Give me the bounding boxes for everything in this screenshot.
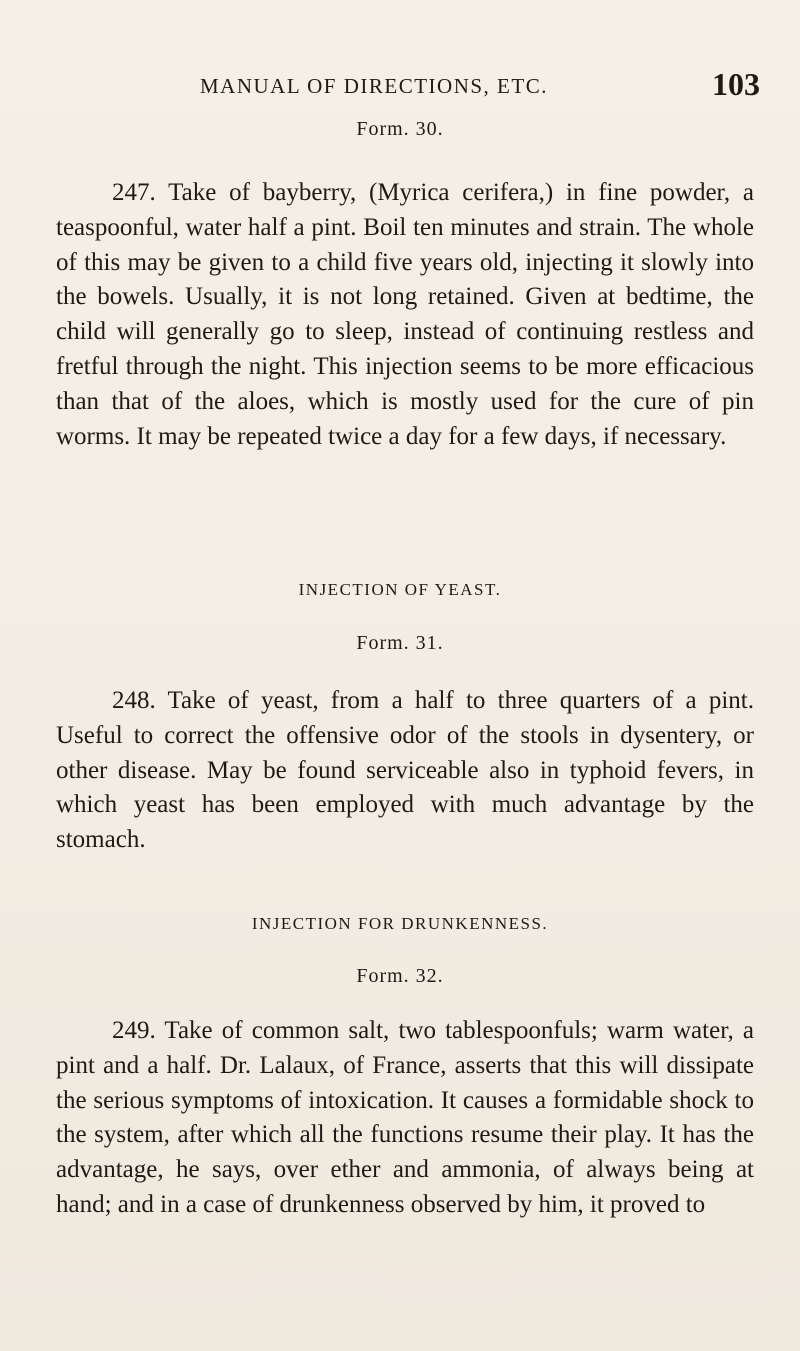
page-number: 103 xyxy=(712,66,760,102)
form-label-31: Form. 31. xyxy=(356,632,444,654)
running-head xyxy=(200,66,760,106)
paragraph-249: 249. Take of common salt, two tablespoonfuls; warm water, a pint and a half. Dr. Lalaux, of France, asserts that this will dissipate the serious symptoms of intoxication. It causes a formidable shock to the system, after which all the functions resume their play. It has the advantage, he says, over ether and ammonia, of always being at hand; and in a case of drunkenness observed by him, it proved to xyxy=(56,1017,754,1218)
heading-injection-for-drunkenness: INJECTION FOR DRUNKENNESS. xyxy=(251,914,549,933)
running-title: MANUAL OF DIRECTIONS, ETC. xyxy=(200,74,548,98)
paragraph-248: 248. Take of yeast, from a half to three quarters of a pint. Useful to correct the offensive odor of the stools in dysentery, or other disease. May be found serviceable also in typhoid fevers, in which yeast has been employed with much advantage by the stomach. xyxy=(56,687,754,854)
form-label-32: Form. 32. xyxy=(356,965,444,987)
form-label-30: Form. 30. xyxy=(356,118,444,140)
paragraph-247: 247. Take of bayberry, (Myrica cerifera,) in fine powder, a teaspoonful, water half a pint. Boil ten minutes and strain. The whole of this may be given to a child five years old, injecting it slowly into the bowels. Usually, it is not long retained. Given at bedtime, the child will generally go to sleep, instead of continuing restless and fretful through the night. This injection seems to be more efficacious than that of the aloes, which is mostly used for the cure of pin worms. It may be repeated twice a day for a few days, if necessary. xyxy=(56,179,754,450)
heading-injection-of-yeast: INJECTION OF YEAST. xyxy=(298,580,502,599)
